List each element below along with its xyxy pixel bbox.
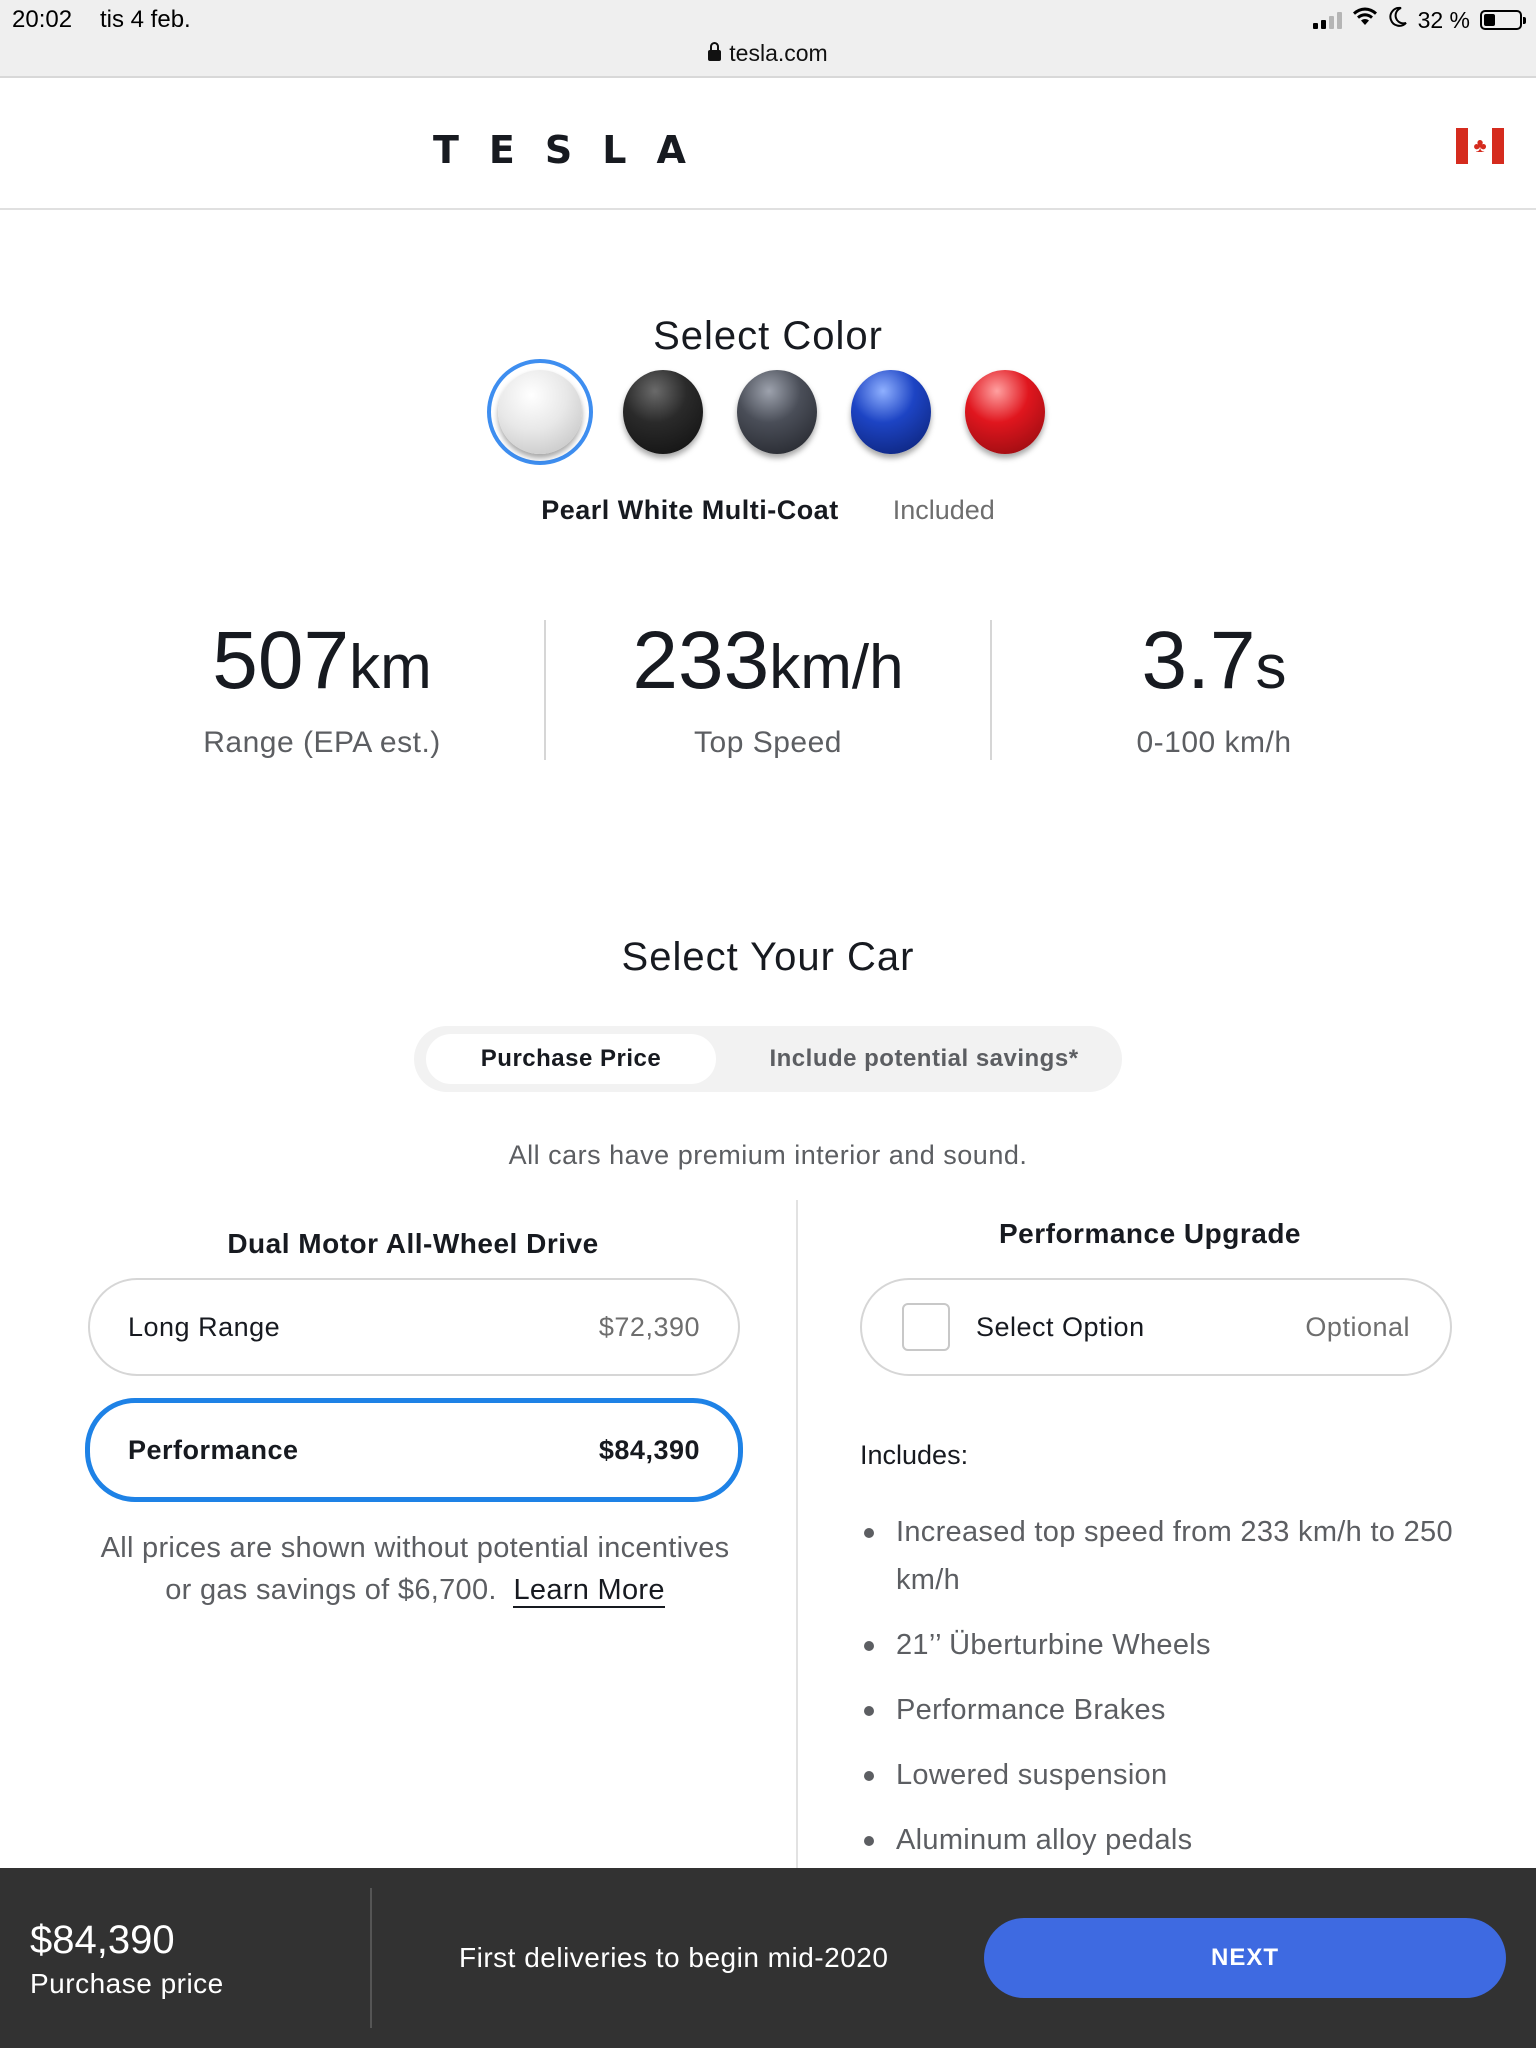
list-item: Aluminum alloy pedals — [860, 1816, 1460, 1864]
premium-note: All cars have premium interior and sound. — [508, 1140, 1028, 1170]
spec-label: Top Speed — [694, 726, 842, 759]
select-car-title: Select Your Car — [621, 935, 915, 979]
spec-label: Range (EPA est.) — [203, 726, 441, 759]
status-date: tis 4 feb. — [100, 6, 191, 33]
swatch-red[interactable] — [961, 368, 1049, 456]
disclaimer-text: All prices are shown without potential incentives or gas savings of $6,700. — [100, 1532, 730, 1606]
option-long-range[interactable] — [88, 1278, 740, 1376]
includes-title: Includes: — [860, 1440, 969, 1470]
list-item: Lowered suspension — [860, 1751, 1460, 1799]
url-text: tesla.com — [729, 40, 828, 66]
option-label: Performance — [128, 1434, 299, 1465]
status-time: 20:02 — [12, 6, 73, 33]
option-status: Optional — [1305, 1311, 1410, 1342]
footer-price-label: Purchase price — [30, 1968, 224, 1999]
toggle-include-savings[interactable]: Include potential savings* — [769, 1045, 1079, 1072]
list-item: 21’’ Überturbine Wheels — [860, 1621, 1460, 1669]
site-header — [0, 80, 1536, 210]
spec-unit: s — [1255, 633, 1287, 702]
battery-icon — [1480, 10, 1522, 30]
price-toggle — [414, 1026, 1122, 1092]
spec-label: 0-100 km/h — [1136, 726, 1292, 759]
color-caption — [0, 495, 1536, 526]
spec-value: 507 — [212, 615, 350, 706]
lock-icon — [708, 50, 721, 61]
cellular-signal-icon — [1313, 11, 1342, 29]
option-price: $84,390 — [598, 1434, 700, 1465]
price-disclaimer — [90, 1527, 740, 1611]
swatch-midnight-silver[interactable] — [733, 368, 821, 456]
spec-value: 233 — [632, 615, 770, 706]
spec-acceleration — [990, 615, 1436, 760]
color-swatches — [0, 368, 1536, 465]
swatch-deep-blue[interactable] — [847, 368, 935, 456]
upgrade-title: Performance Upgrade — [998, 1218, 1302, 1249]
swatch-pearl-white[interactable] — [487, 359, 593, 465]
wifi-icon — [1352, 7, 1378, 33]
spec-unit: km/h — [769, 633, 904, 702]
footer-price: $84,390 — [30, 1918, 175, 1962]
next-button[interactable]: NEXT — [984, 1918, 1506, 1998]
spec-unit: km — [349, 633, 432, 702]
upgrade-checkbox[interactable] — [902, 1303, 950, 1351]
option-label: Select Option — [976, 1311, 1145, 1342]
option-performance-upgrade[interactable] — [860, 1278, 1452, 1376]
spec-value: 3.7 — [1141, 615, 1256, 706]
option-label: Long Range — [128, 1311, 281, 1342]
order-footer — [0, 1868, 1536, 2048]
footer-divider — [370, 1888, 372, 2028]
option-price: $72,390 — [598, 1311, 700, 1342]
spec-stats — [100, 615, 1436, 760]
spec-top-speed — [544, 615, 990, 760]
url-bar[interactable] — [0, 40, 1536, 67]
list-item: Performance Brakes — [860, 1686, 1460, 1734]
canada-flag-icon[interactable]: ♣ — [1456, 128, 1504, 164]
toggle-purchase-price[interactable]: Purchase Price — [426, 1034, 716, 1084]
select-color-title: Select Color — [653, 314, 883, 358]
column-divider — [796, 1200, 798, 1868]
status-indicators — [1313, 6, 1522, 34]
includes-list — [860, 1508, 1460, 1881]
list-item: Increased top speed from 233 km/h to 250 km/h — [860, 1508, 1460, 1604]
drive-title: Dual Motor All-Wheel Drive — [227, 1228, 599, 1259]
learn-more-link[interactable]: Learn More — [513, 1574, 665, 1606]
option-performance[interactable] — [85, 1398, 743, 1502]
swatch-black[interactable] — [619, 368, 707, 456]
selected-color-price: Included — [892, 495, 995, 525]
moon-icon — [1388, 6, 1408, 34]
tesla-logo[interactable]: TESLA — [433, 128, 716, 172]
battery-percent: 32 % — [1417, 6, 1470, 33]
status-bar — [0, 0, 1536, 78]
spec-range — [100, 615, 544, 760]
selected-color-name: Pearl White Multi-Coat — [541, 495, 839, 525]
delivery-message: First deliveries to begin mid-2020 — [459, 1942, 889, 1973]
